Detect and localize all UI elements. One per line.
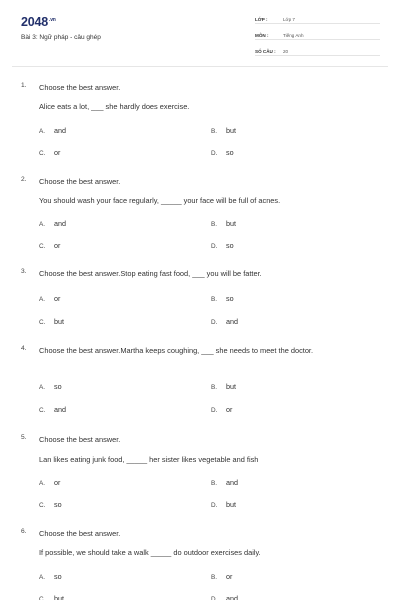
- question-5-option-a[interactable]: [39, 478, 60, 487]
- option-letter: C.: [39, 596, 46, 600]
- logo-text: 2048: [21, 15, 49, 29]
- option-text: or: [226, 572, 233, 581]
- option-text: but: [54, 317, 64, 326]
- option-text: but: [226, 382, 236, 391]
- option-text: and: [226, 594, 238, 600]
- question-6-number: 6.: [21, 528, 27, 535]
- question-1-sentence: Alice eats a lot, ___ she hardly does exercise.: [39, 102, 190, 111]
- meta-count-row: [255, 46, 380, 56]
- option-text: so: [226, 241, 234, 250]
- option-letter: C.: [39, 407, 46, 414]
- option-letter: A.: [39, 384, 46, 391]
- question-2-number: 2.: [21, 176, 27, 183]
- question-3-number: 3.: [21, 268, 27, 275]
- question-5-title: Choose the best answer.: [39, 435, 121, 444]
- question-4-option-b[interactable]: [211, 382, 236, 391]
- option-letter: D.: [211, 243, 218, 250]
- option-text: but: [226, 126, 236, 135]
- option-text: and: [54, 405, 66, 414]
- page-header: [0, 0, 400, 62]
- option-text: so: [226, 294, 234, 303]
- question-6-sentence: If possible, we should take a walk _____ do outdoor exercises daily.: [39, 548, 261, 557]
- question-1-option-d[interactable]: [211, 148, 234, 157]
- question-1-option-b[interactable]: [211, 126, 236, 135]
- option-text: so: [54, 382, 62, 391]
- question-5-sentence: Lan likes eating junk food, _____ her sister likes vegetable and fish: [39, 455, 259, 464]
- question-4-option-c[interactable]: [39, 405, 66, 414]
- meta-subject-key: MÔN :: [255, 33, 269, 38]
- question-1-title: Choose the best answer.: [39, 83, 121, 92]
- option-letter: B.: [211, 384, 218, 391]
- option-text: but: [226, 500, 236, 509]
- option-letter: A.: [39, 574, 46, 581]
- option-letter: D.: [211, 596, 218, 600]
- question-1-option-a[interactable]: [39, 126, 66, 135]
- option-letter: B.: [211, 574, 218, 581]
- question-2-option-b[interactable]: [211, 219, 236, 228]
- meta-count-key: SỐ CÂU :: [255, 49, 276, 54]
- option-letter: A.: [39, 480, 46, 487]
- question-6-title: Choose the best answer.: [39, 529, 121, 538]
- question-3-option-a[interactable]: [39, 294, 60, 303]
- option-text: and: [226, 317, 238, 326]
- option-letter: C.: [39, 243, 46, 250]
- question-3-option-d[interactable]: [211, 317, 238, 326]
- question-6-option-d[interactable]: [211, 594, 238, 600]
- question-1-option-c[interactable]: [39, 148, 60, 157]
- option-text: so: [226, 148, 234, 157]
- option-letter: D.: [211, 502, 218, 509]
- option-letter: B.: [211, 128, 218, 135]
- option-letter: D.: [211, 407, 218, 414]
- question-1-number: 1.: [21, 82, 27, 89]
- option-text: and: [226, 478, 238, 487]
- option-text: or: [54, 478, 61, 487]
- meta-subject-value: Tiếng Anh: [283, 33, 304, 38]
- question-4-option-a[interactable]: [39, 382, 62, 391]
- option-letter: C.: [39, 502, 46, 509]
- option-letter: A.: [39, 221, 46, 228]
- option-text: or: [54, 241, 61, 250]
- meta-class-key: LỚP :: [255, 17, 268, 22]
- meta-count-value: 20: [283, 49, 289, 54]
- question-4-number: 4.: [21, 345, 27, 352]
- option-letter: D.: [211, 319, 218, 326]
- question-6-option-c[interactable]: [39, 594, 64, 600]
- meta-subject-row: [255, 30, 380, 40]
- question-5-number: 5.: [21, 434, 27, 441]
- option-text: but: [226, 219, 236, 228]
- option-letter: A.: [39, 128, 46, 135]
- option-text: so: [54, 572, 62, 581]
- option-text: so: [54, 500, 62, 509]
- option-letter: B.: [211, 221, 218, 228]
- option-text: or: [54, 294, 61, 303]
- question-4-title: Choose the best answer.Martha keeps coughing, ___ she needs to meet the doctor.: [39, 346, 314, 355]
- option-letter: B.: [211, 296, 218, 303]
- meta-class-row: [255, 14, 380, 24]
- logo-suffix: .vn: [49, 16, 56, 23]
- option-text: but: [54, 594, 64, 600]
- question-2-option-a[interactable]: [39, 219, 66, 228]
- meta-class-value: Lớp 7: [283, 17, 295, 22]
- site-logo[interactable]: [21, 15, 56, 29]
- question-2-title: Choose the best answer.: [39, 177, 121, 186]
- option-text: or: [226, 405, 233, 414]
- option-letter: C.: [39, 150, 46, 157]
- option-text: or: [54, 148, 61, 157]
- option-letter: B.: [211, 480, 218, 487]
- question-6-option-b[interactable]: [211, 572, 232, 581]
- option-letter: D.: [211, 150, 218, 157]
- question-3-title: Choose the best answer.Stop eating fast food, ___ you will be fatter.: [39, 269, 262, 278]
- question-5-option-b[interactable]: [211, 478, 238, 487]
- option-letter: C.: [39, 319, 46, 326]
- option-text: and: [54, 219, 66, 228]
- header-divider: [12, 66, 388, 67]
- question-5-option-d[interactable]: [211, 500, 236, 509]
- question-3-option-b[interactable]: [211, 294, 234, 303]
- option-letter: A.: [39, 296, 46, 303]
- question-4-option-d[interactable]: [211, 405, 232, 414]
- question-2-option-c[interactable]: [39, 241, 60, 250]
- question-3-option-c[interactable]: [39, 317, 64, 326]
- question-6-option-a[interactable]: [39, 572, 62, 581]
- question-2-sentence: You should wash your face regularly, _____ your face will be full of acnes.: [39, 196, 281, 205]
- option-text: and: [54, 126, 66, 135]
- question-2-option-d[interactable]: [211, 241, 234, 250]
- question-5-option-c[interactable]: [39, 500, 62, 509]
- lesson-title: Bài 3: Ngữ pháp - câu ghép: [21, 34, 101, 41]
